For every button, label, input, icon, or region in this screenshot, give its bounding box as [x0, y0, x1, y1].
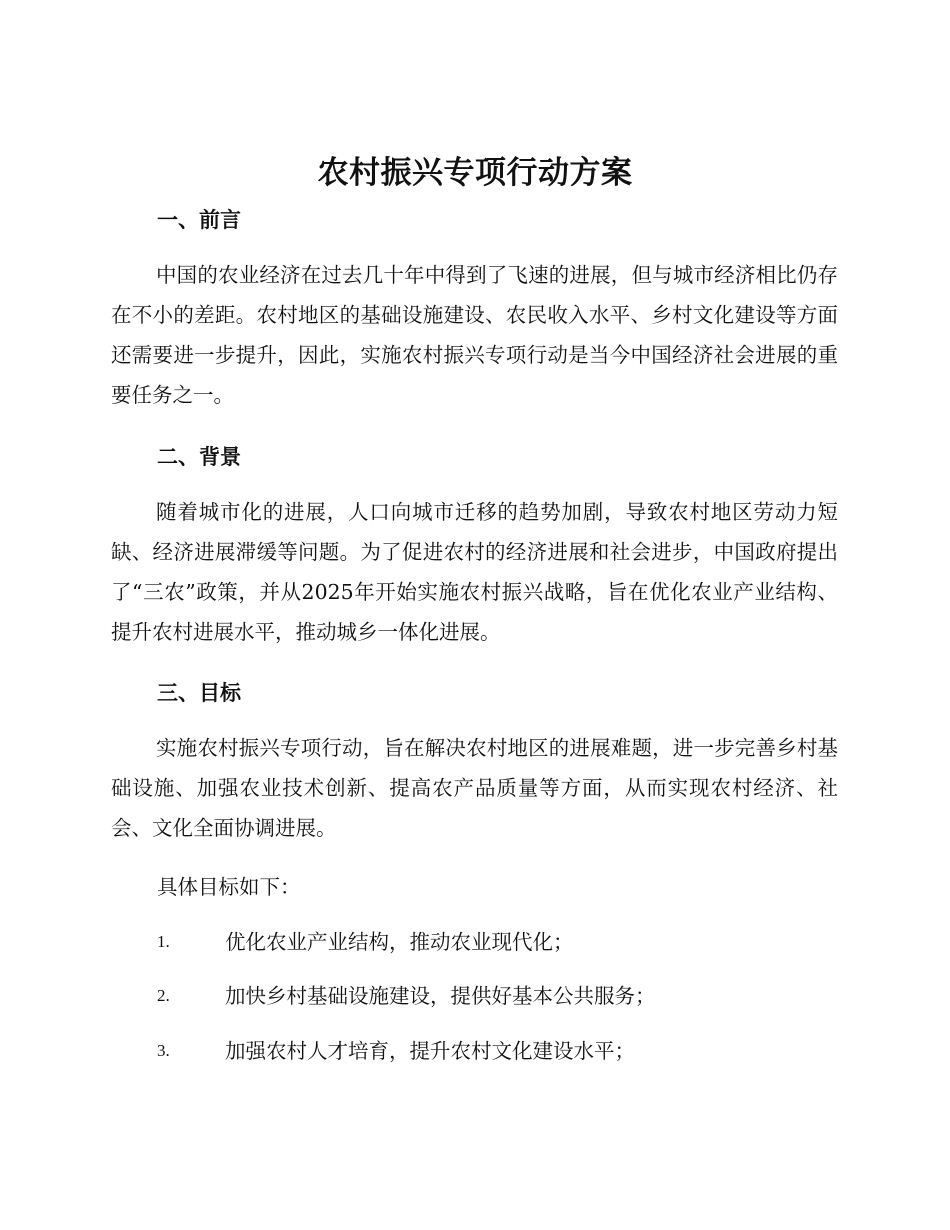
section-heading-goals: 三、目标: [157, 681, 241, 705]
document-title: 农村振兴专项行动方案: [317, 155, 633, 191]
goal-list-item: [157, 927, 837, 957]
goal-list-item: [157, 981, 837, 1011]
section-paragraph-goals: 实施农村振兴专项行动，旨在解决农村地区的进展难题，进一步完善乡村基础设施、加强农业技术创新、提高农产品质量等方面，从而实现农村经济、社会、文化全面协调进展。: [111, 736, 838, 840]
list-text: 加快乡村基础设施建设，提供好基本公共服务；: [225, 984, 656, 1008]
section-paragraph-preface: 中国的农业经济在过去几十年中得到了飞速的进展，但与城市经济相比仍存在不小的差距。农村地区的基础设施建设、农民收入水平、乡村文化建设等方面还需要进一步提升，因此，实施农村振兴专项行动是当今中国经济社会进展的重要任务之一。: [111, 263, 838, 407]
list-number: 3.: [157, 1041, 170, 1060]
goal-list-item: [157, 1036, 837, 1066]
list-text: 加强农村人才培育，提升农村文化建设水平；: [225, 1039, 635, 1063]
section-paragraph-background: 随着城市化的进展，人口向城市迁移的趋势加剧，导致农村地区劳动力短缺、经济进展滞缓等问题。为了促进农村的经济进展和社会进步，中国政府提出了“三农”政策，并从2025年开始实施农村振兴战略，旨在优化农业产业结构、提升农村进展水平，推动城乡一体化进展。: [111, 500, 838, 644]
list-text: 优化农业产业结构，推动农业现代化；: [225, 930, 574, 954]
list-number: 2.: [157, 986, 170, 1005]
list-number: 1.: [157, 932, 170, 951]
section-heading-preface: 一、前言: [157, 208, 241, 232]
goals-list-intro: 具体目标如下：: [157, 875, 301, 899]
section-heading-background: 二、背景: [157, 445, 241, 469]
